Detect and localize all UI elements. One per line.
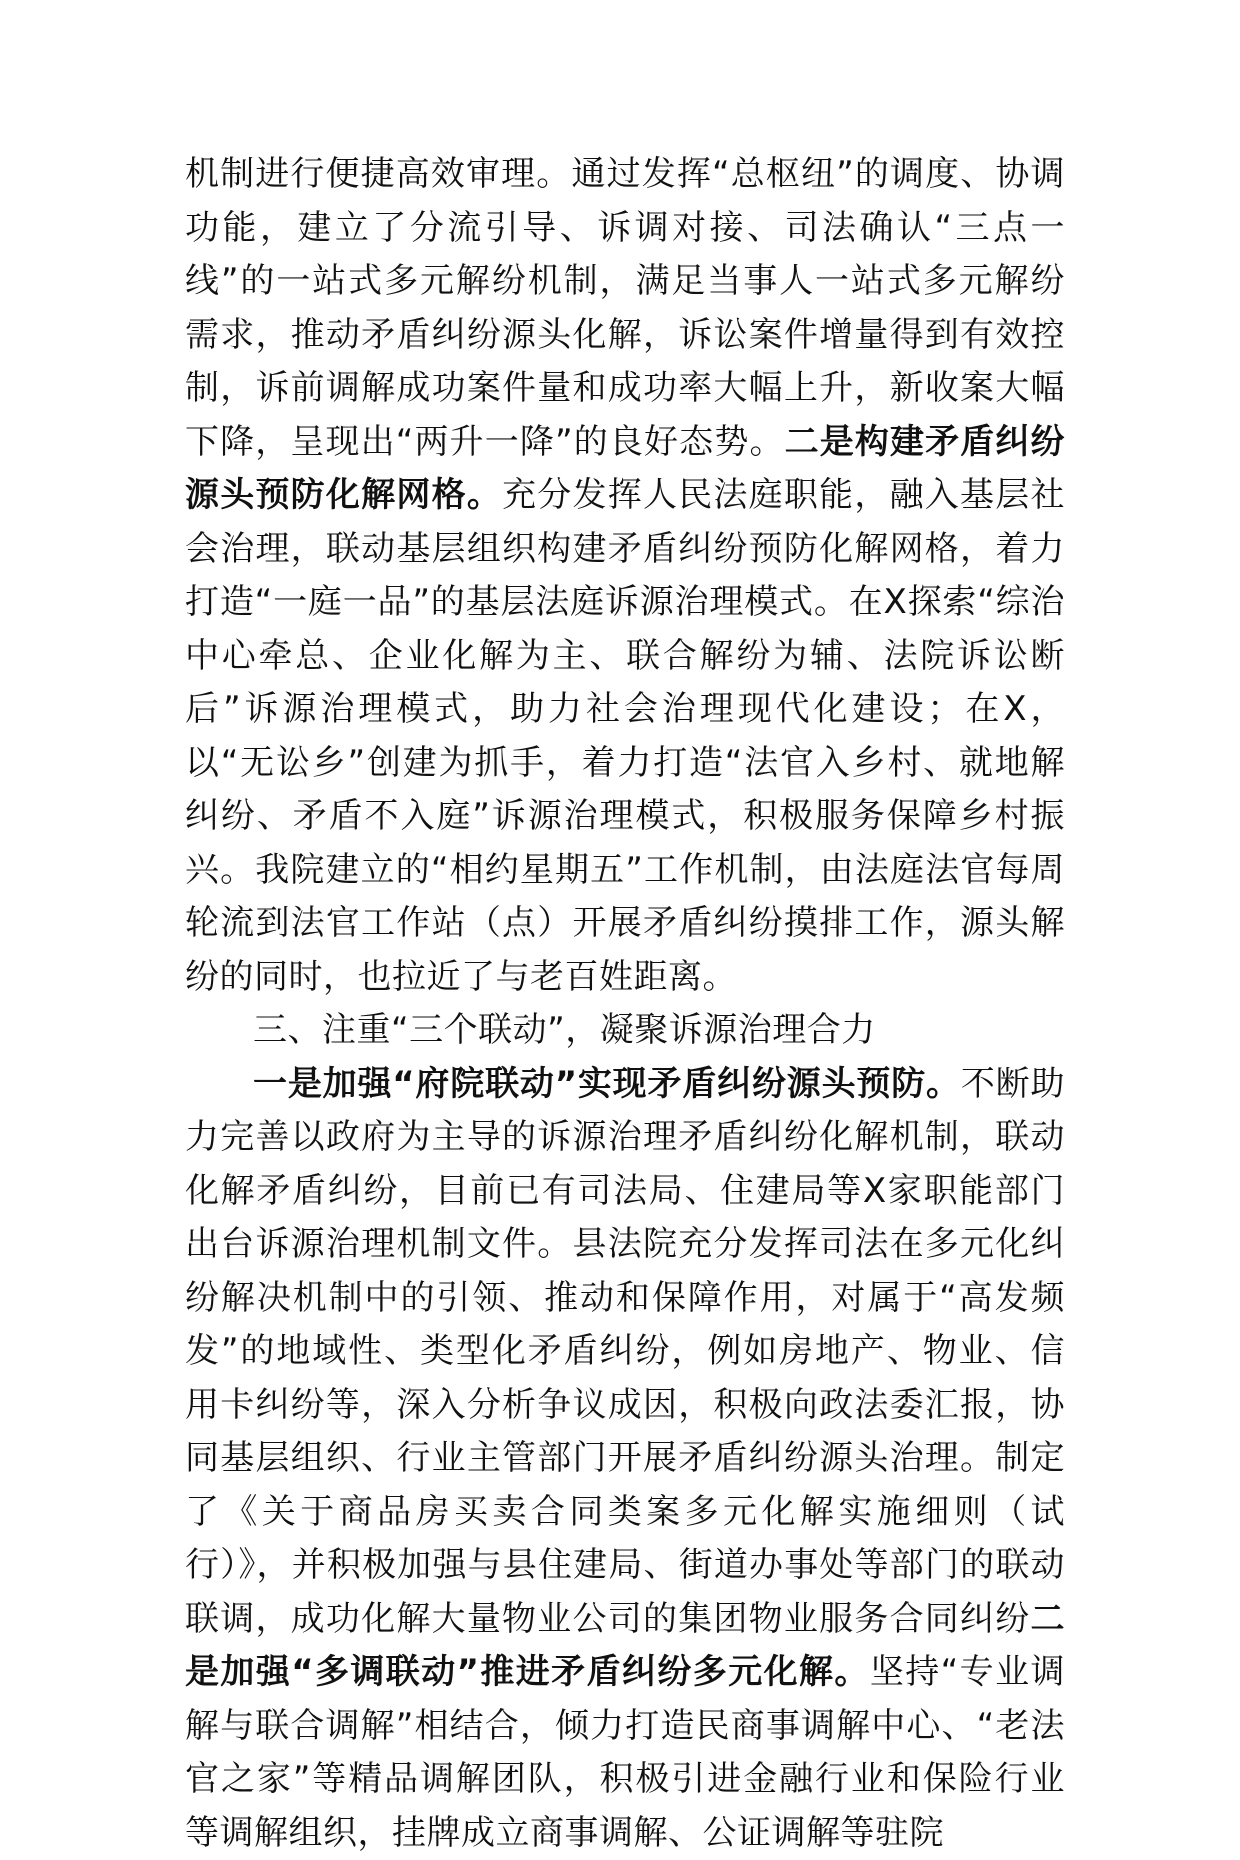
body-paragraph (185, 148, 1065, 1004)
bold-heading: 二是加强“多调联动”推进矛盾纠纷多元化解。 (185, 1599, 1065, 1693)
section-heading-text: 三、注重“三个联动”，凝聚诉源治理合力 (253, 1010, 876, 1050)
body-paragraph (185, 1058, 1065, 1860)
section-heading (185, 1004, 1065, 1058)
paragraph-text: 不断助力完善以政府为主导的诉源治理矛盾纠纷化解机制，联动化解矛盾纠纷，目前已有司法局、住建局等X家职能部门出台诉源治理机制文件。县法院充分发挥司法在多元化纠纷解决机制中的引领、推动和保障作用，对属于“高发频发”的地域性、类型化矛盾纠纷，例如房地产、物业、信用卡纠纷等，深入分析争议成因，积极向政法委汇报，协同基层组织、行业主管部门开展矛盾纠纷源头治理。制定了《关于商品房买卖合同类案多元化解实施细则（试行）》，并积极加强与县住建局、街道办事处等部门的联动联调，成功化解大量物业公司的集团物业服务合同纠纷 (185, 1064, 1065, 1639)
document-page (185, 148, 1065, 1860)
paragraph-text: 充分发挥人民法庭职能，融入基层社会治理，联动基层组织构建矛盾纠纷预防化解网格，着力打造“一庭一品”的基层法庭诉源治理模式。在X探索“综治中心牵总、企业化解为主、联合解纷为辅、法院诉讼断后”诉源治理模式，助力社会治理现代化建设；在X，以“无讼乡”创建为抓手，着力打造“法官入乡村、就地解纠纷、矛盾不入庭”诉源治理模式，积极服务保障乡村振兴。我院建立的“相约星期五”工作机制，由法庭法官每周轮流到法官工作站（点）开展矛盾纠纷摸排工作，源头解纷的同时，也拉近了与老百姓距离。 (185, 475, 1065, 997)
bold-heading: 一是加强“府院联动”实现矛盾纠纷源头预防。 (253, 1064, 961, 1104)
paragraph-text: 机制进行便捷高效审理。通过发挥“总枢纽”的调度、协调功能，建立了分流引导、诉调对接、司法确认“三点一线”的一站式多元解纷机制，满足当事人一站式多元解纷需求，推动矛盾纠纷源头化解，诉讼案件增量得到有效控制，诉前调解成功案件量和成功率大幅上升，新收案大幅下降，呈现出“两升一降”的良好态势。 (185, 154, 1065, 462)
bold-heading: 二是构建矛盾纠纷源头预防化解网格。 (185, 422, 1065, 516)
paragraph-text: 坚持“专业调解与联合调解”相结合，倾力打造民商事调解中心、“老法官之家”等精品调解团队，积极引进金融行业和保险行业等调解组织，挂牌成立商事调解、公证调解等驻院 (185, 1652, 1065, 1853)
